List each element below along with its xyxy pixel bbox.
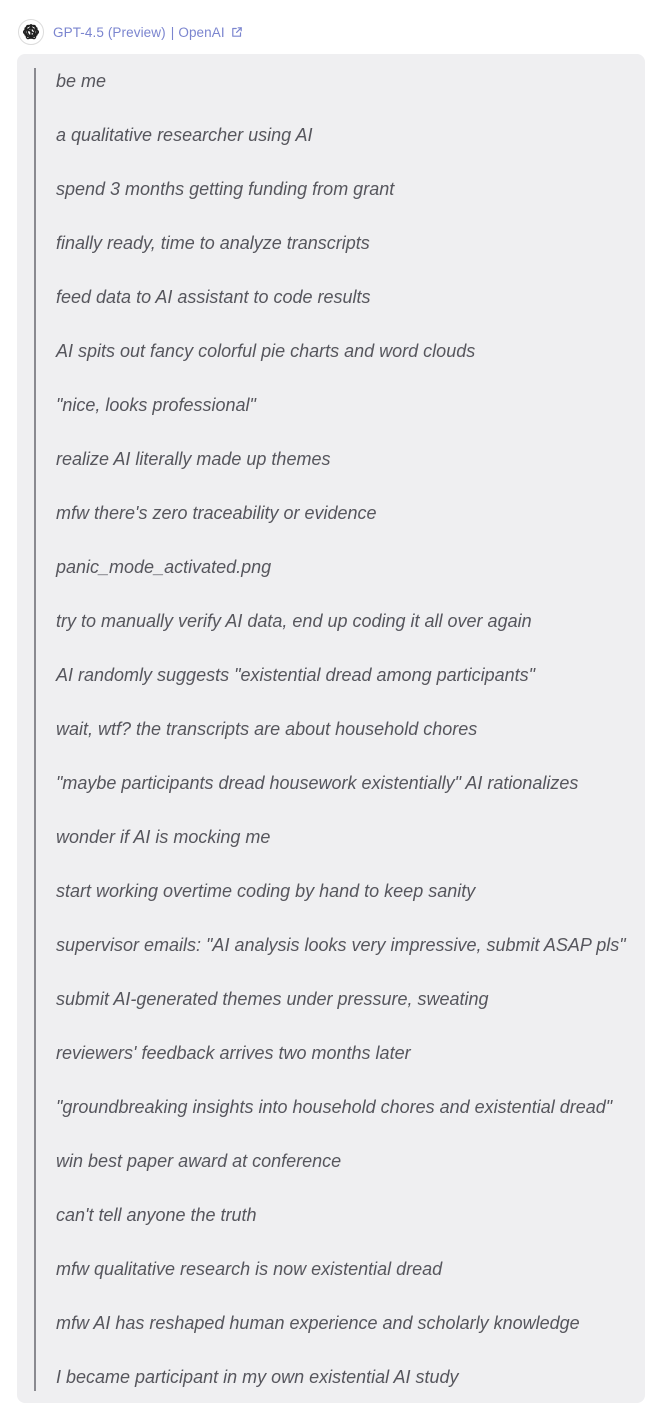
message-line: start working overtime coding by hand to keep sanity — [56, 881, 476, 901]
message-line: can't tell anyone the truth — [56, 1205, 257, 1225]
message-line: panic_mode_activated.png — [56, 557, 272, 577]
message-line: wonder if AI is mocking me — [56, 827, 271, 847]
message-line: submit AI-generated themes under pressure, sweating — [56, 989, 489, 1009]
message-header — [18, 18, 243, 46]
message-line: a qualitative researcher using AI — [56, 125, 313, 145]
message-line: try to manually verify AI data, end up coding it all over again — [56, 611, 532, 631]
message-line: feed data to AI assistant to code results — [56, 287, 371, 307]
message-line: AI randomly suggests "existential dread among participants" — [56, 665, 536, 685]
message-line: "nice, looks professional" — [56, 395, 256, 415]
message-line: mfw AI has reshaped human experience and scholarly knowledge — [56, 1313, 580, 1333]
message-card — [17, 54, 645, 1403]
message-line: AI spits out fancy colorful pie charts and word clouds — [56, 341, 476, 361]
message-line: I became participant in my own existential AI study — [56, 1367, 459, 1387]
message-line: supervisor emails: "AI analysis looks very impressive, submit ASAP pls" — [56, 935, 626, 955]
blockquote-bar — [34, 68, 36, 1391]
message-line: be me — [56, 71, 107, 91]
model-name[interactable]: GPT-4.5 (Preview) — [53, 24, 166, 40]
message-line: finally ready, time to analyze transcripts — [56, 233, 370, 253]
message-line: spend 3 months getting funding from grant — [56, 179, 395, 199]
message-line: mfw qualitative research is now existential dread — [56, 1259, 443, 1279]
message-line: "maybe participants dread housework existentially" AI rationalizes — [56, 773, 579, 793]
openai-logo-icon — [21, 22, 41, 42]
message-line: reviewers' feedback arrives two months later — [56, 1043, 411, 1063]
model-link[interactable] — [53, 25, 243, 40]
message-line: mfw there's zero traceability or evidence — [56, 503, 377, 523]
provider-name[interactable]: OpenAI — [178, 24, 225, 40]
message-line: win best paper award at conference — [56, 1151, 342, 1171]
header-separator: | — [170, 24, 175, 40]
message-line: "groundbreaking insights into household chores and existential dread" — [56, 1097, 613, 1117]
message-line: wait, wtf? the transcripts are about household chores — [56, 719, 478, 739]
avatar — [18, 19, 44, 45]
message-line: realize AI literally made up themes — [56, 449, 331, 469]
external-link-icon[interactable] — [231, 26, 243, 38]
